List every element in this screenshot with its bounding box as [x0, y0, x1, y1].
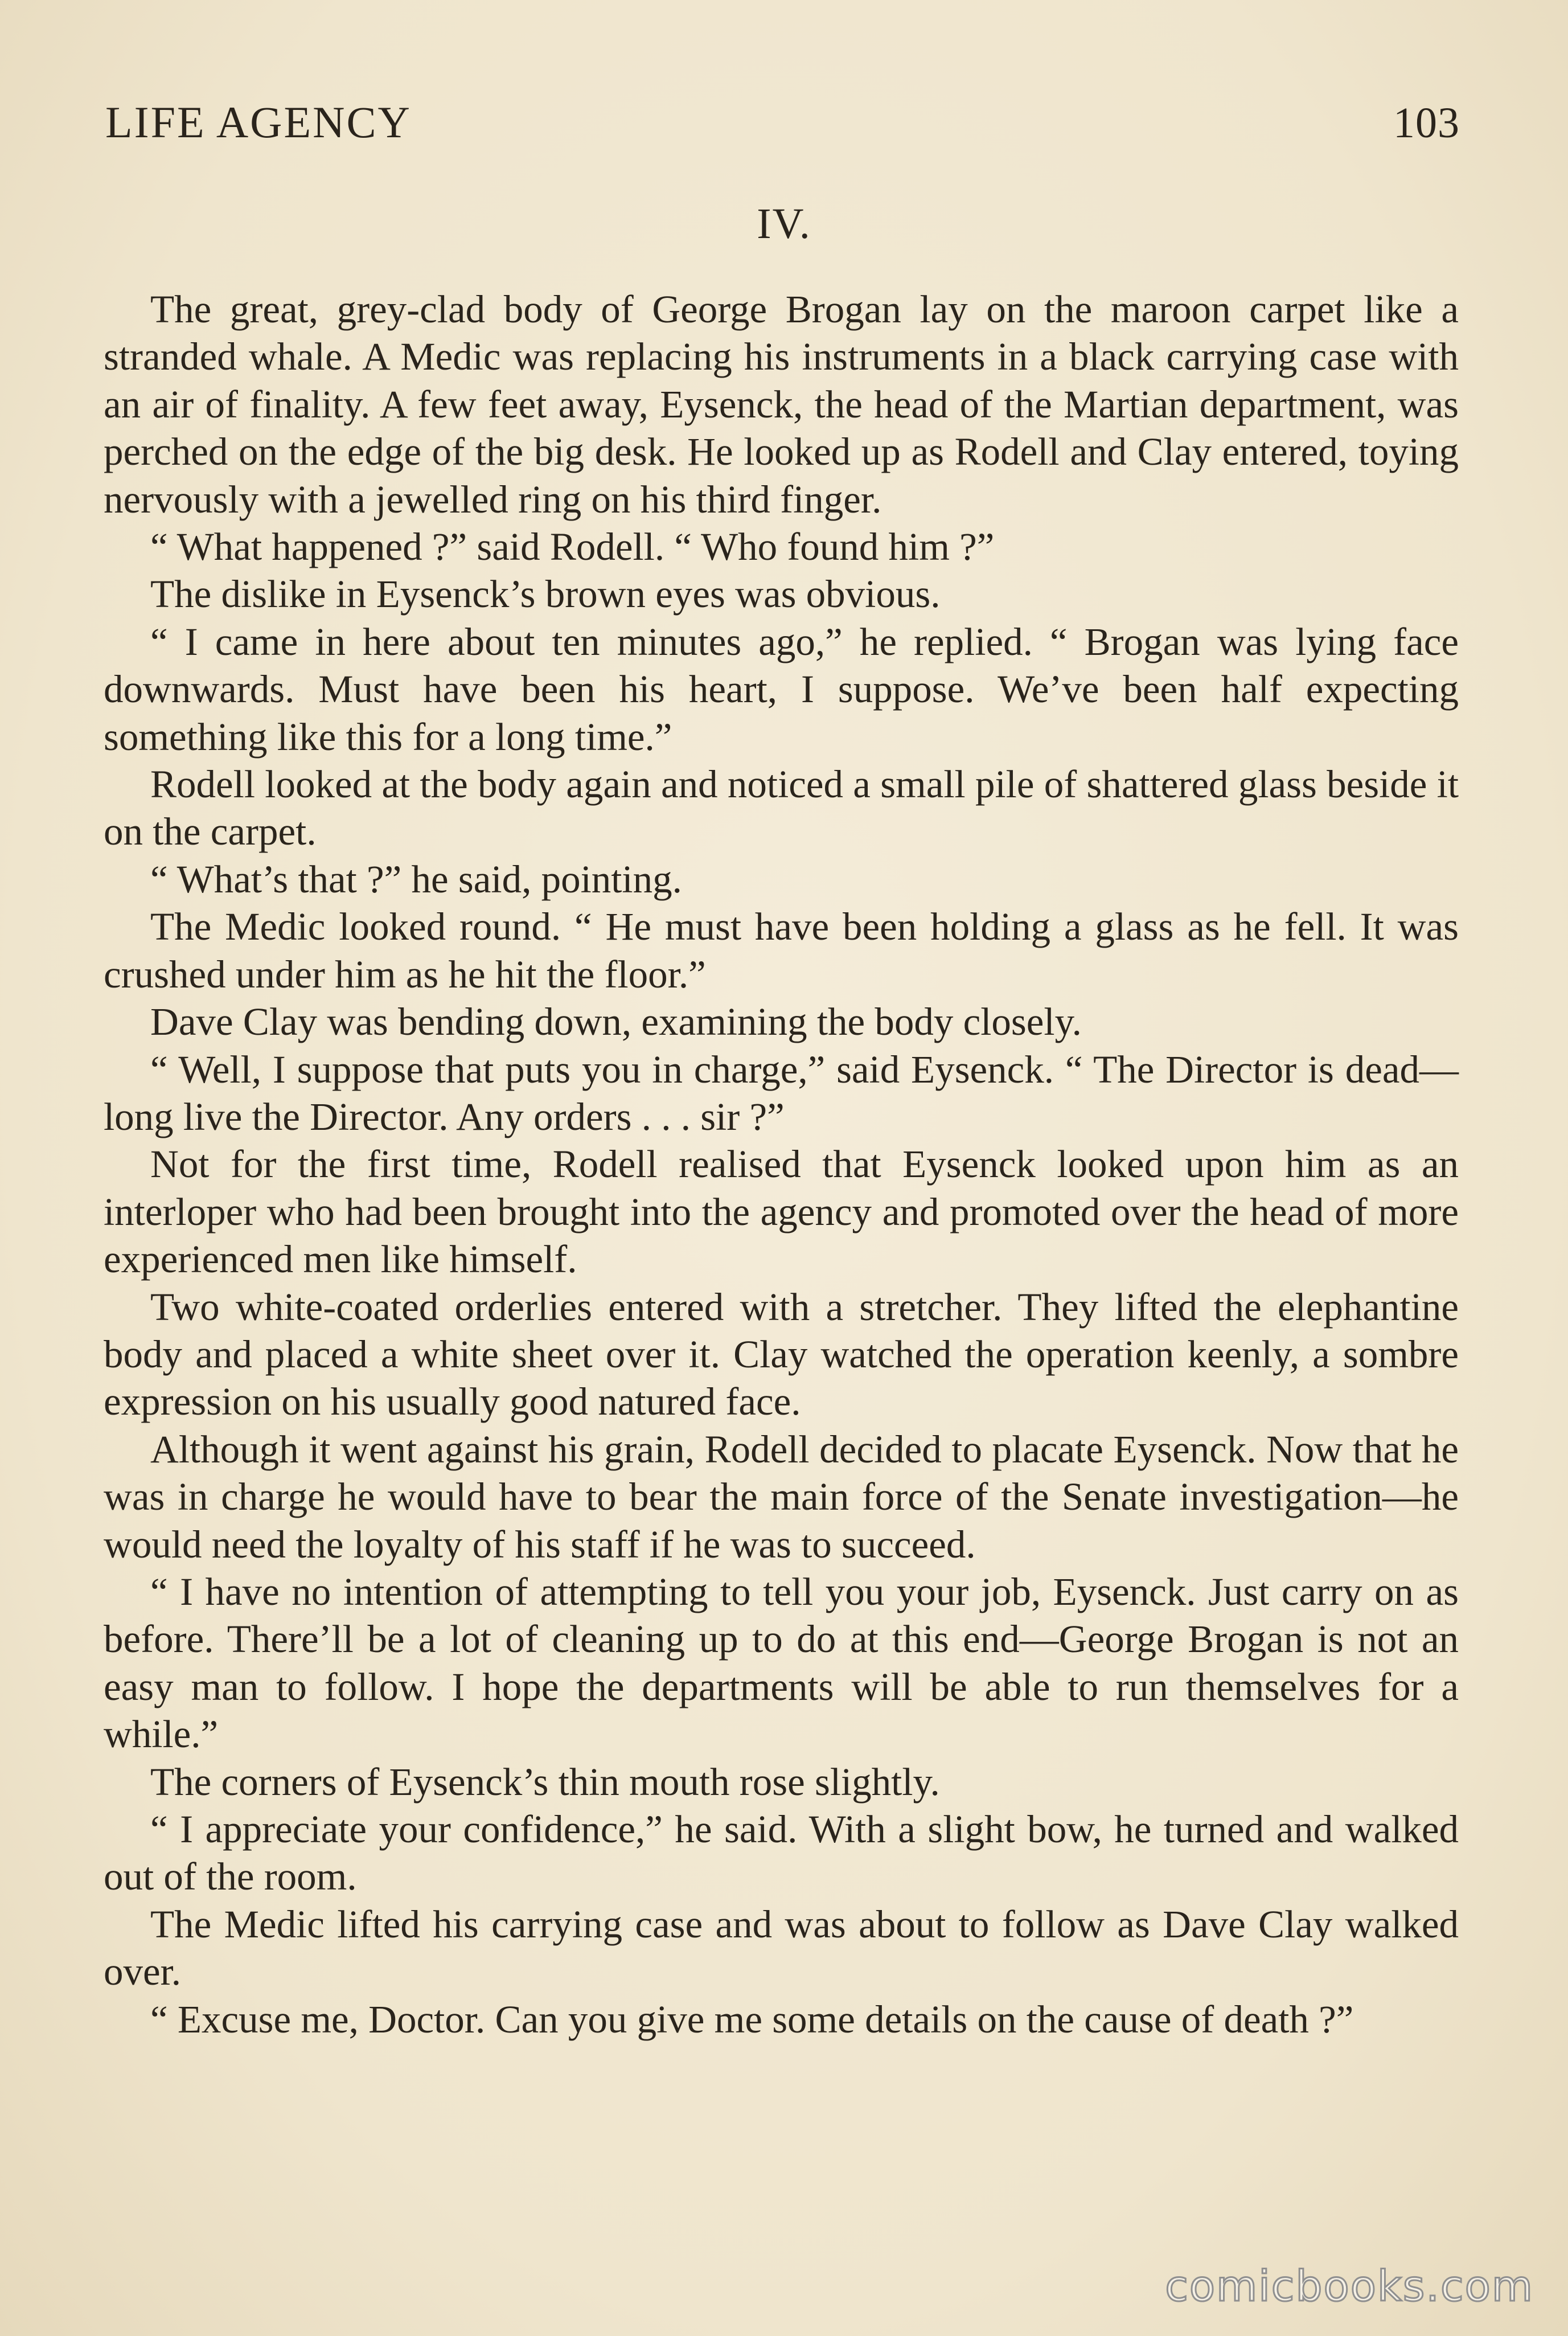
paragraph: The corners of Eysenck’s thin mouth rose slightly.	[150, 1760, 940, 1804]
paragraph: Not for the first time, Rodell realised that Eysenck looked upon him as an interloper who had been brought into the agency and promoted over the head of more experienced men like himself.	[104, 1142, 1459, 1281]
page-number: 103	[1393, 99, 1460, 147]
paragraph: The Medic looked round. “ He must have been holding a glass as he fell. It was crushed under him as he hit the floor.”	[104, 905, 1459, 996]
paragraph: Although it went against his grain, Rodell decided to placate Eysenck. Now that he was in charge he would have to bear the main force of the Senate investigation—he would need the loyalty of his staff if he was to succeed.	[104, 1427, 1459, 1566]
running-head	[105, 97, 1460, 148]
paragraph: Dave Clay was bending down, examining the body closely.	[150, 1000, 1082, 1044]
watermark: comicbooks.com	[1165, 2262, 1534, 2311]
paragraph: The dislike in Eysenck’s brown eyes was obvious.	[150, 572, 941, 616]
paragraph: Rodell looked at the body again and noticed a small pile of shattered glass beside it on the carpet.	[104, 763, 1459, 854]
paragraph: “ What happened ?” said Rodell. “ Who found him ?”	[150, 525, 995, 569]
paragraph: The great, grey-clad body of George Brogan lay on the maroon carpet like a stranded whale. A Medic was replacing his instruments in a black carrying case with an air of finality. A few feet away, Eysenck, the head of the Martian department, was perched on the edge of the big desk. He looked up as Rodell and Clay entered, toying nervously with a jewelled ring on his third finger.	[104, 288, 1459, 521]
running-title: LIFE AGENCY	[105, 97, 412, 147]
paragraph: “ I have no intention of attempting to tell you your job, Eysenck. Just carry on as before. There’ll be a lot of cleaning up to do at this end—George Brogan is not an easy man to follow. I hope the departments will be able to run themselves for a while.”	[104, 1569, 1459, 1756]
paragraph: The Medic lifted his carrying case and was about to follow as Dave Clay walked over.	[104, 1902, 1459, 1994]
paragraph: “ What’s that ?” he said, pointing.	[150, 857, 682, 901]
paragraph: Two white-coated orderlies entered with a stretcher. They lifted the elephantine body and placed a white sheet over it. Clay watched the operation keenly, a sombre expression on his usually good natured face.	[104, 1285, 1459, 1424]
paragraph: “ I appreciate your confidence,” he said. With a slight bow, he turned and walked out of the room.	[104, 1808, 1459, 1899]
body-text	[104, 286, 1459, 2043]
paragraph: “ Excuse me, Doctor. Can you give me some details on the cause of death ?”	[150, 1997, 1354, 2041]
chapter-number: IV.	[757, 200, 811, 248]
paragraph: “ I came in here about ten minutes ago,” he replied. “ Brogan was lying face downwards. Must have been his heart, I suppose. We’ve been half expecting something like this for a long time.”	[104, 620, 1459, 759]
paragraph: “ Well, I suppose that puts you in charge,” said Eysenck. “ The Director is dead—long live the Director. Any orders . . . sir ?”	[104, 1047, 1459, 1138]
